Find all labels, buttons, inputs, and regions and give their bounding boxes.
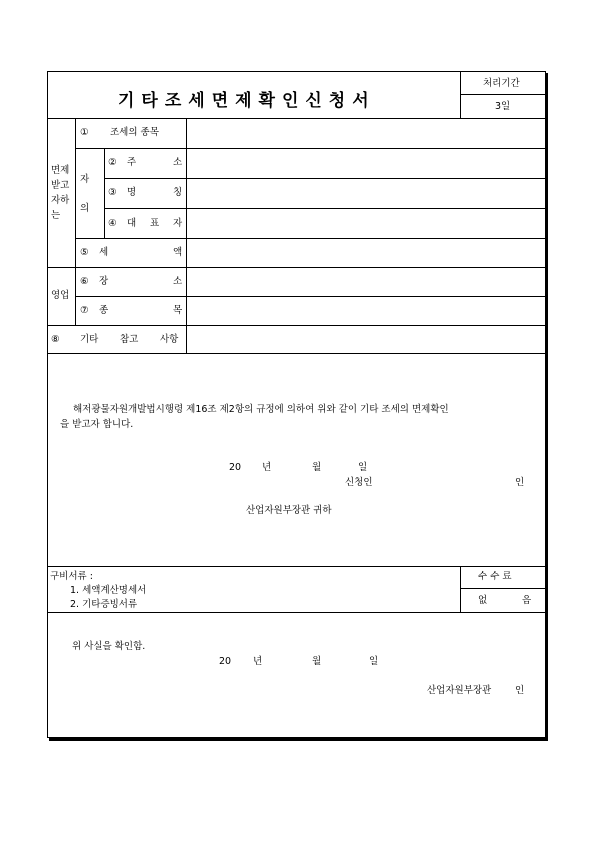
side-label-exempt-1: 면제: [51, 165, 70, 176]
item4-field[interactable]: [187, 209, 545, 238]
statement-line2: 을 받고자 합니다.: [60, 419, 134, 430]
item5-label-a: 세: [99, 247, 109, 258]
date-year: 20: [229, 462, 242, 473]
col-line: [460, 566, 461, 612]
fee-value-b: 음: [522, 595, 532, 606]
item6-num: ⑥: [80, 276, 89, 287]
confirm-signer: 산업자원부장관: [427, 685, 492, 696]
item3-field[interactable]: [187, 179, 545, 208]
confirm-seal: 인: [515, 685, 525, 696]
row-line: [48, 353, 545, 354]
item2-label-a: 주: [127, 157, 137, 168]
item7-field[interactable]: [187, 297, 545, 325]
date-day-unit: 일: [358, 462, 368, 473]
statement-line1: 해저광물자원개발법시행령 제16조 제2항의 규정에 의하여 위와 같이 기타 조세의 면제확인: [73, 404, 449, 415]
item2-num: ②: [108, 157, 117, 168]
row-line: [48, 566, 545, 567]
item1-num: ①: [80, 127, 89, 138]
docs-item2: 2. 기타증빙서류: [70, 599, 138, 610]
frame-shadow-bottom: [49, 738, 548, 741]
confirm-date-month-unit: 월: [312, 656, 322, 667]
item8-label-a: 기타: [80, 334, 99, 345]
item4-label-c: 자: [173, 218, 183, 229]
confirm-text: 위 사실을 확인함.: [72, 641, 146, 652]
processing-divider: [460, 94, 545, 95]
title-divider: [460, 72, 461, 118]
docs-heading: 구비서류 :: [50, 571, 93, 582]
item2-field[interactable]: [187, 149, 545, 178]
row-line: [48, 612, 545, 613]
fee-line: [460, 588, 545, 589]
item8-label-c: 사항: [160, 334, 179, 345]
docs-item1: 1. 세액계산명세서: [70, 585, 147, 596]
confirm-date-year: 20: [219, 656, 232, 667]
applicant-seal: 인: [515, 477, 525, 488]
item7-label-a: 종: [99, 305, 109, 316]
processing-label: 처리기간: [483, 78, 520, 89]
applicant-label: 신청인: [345, 477, 373, 488]
frame-shadow-right: [546, 73, 548, 740]
item6-field[interactable]: [187, 268, 545, 296]
item6-label-b: 소: [173, 276, 183, 287]
confirm-date-day-unit: 일: [369, 656, 379, 667]
form-title: 기타조세면제확인신청서: [118, 91, 376, 111]
item3-label-a: 명: [127, 187, 137, 198]
side-label-person-2: 의: [80, 203, 90, 214]
side-label-exempt-2: 받고: [51, 180, 70, 191]
fee-value-a: 없: [478, 595, 488, 606]
confirm-date-year-unit: 년: [253, 656, 263, 667]
item6-label-a: 장: [99, 276, 109, 287]
item8-num: ⑧: [51, 334, 60, 345]
processing-value: 3일: [495, 101, 511, 112]
item5-num: ⑤: [80, 247, 89, 258]
col-line: [75, 118, 76, 325]
side-label-exempt-4: 는: [51, 210, 61, 221]
side-label-exempt-3: 자하: [51, 195, 70, 206]
item4-label-a: 대: [127, 218, 137, 229]
side-label-business: 영업: [51, 290, 70, 301]
item8-field[interactable]: [187, 326, 545, 353]
item8-label-b: 참고: [120, 334, 139, 345]
item5-field[interactable]: [187, 239, 545, 267]
item1-field[interactable]: [187, 119, 545, 148]
col-line: [104, 148, 105, 238]
addressee: 산업자원부장관 귀하: [246, 505, 332, 516]
item2-label-b: 소: [173, 157, 183, 168]
item4-num: ④: [108, 218, 117, 229]
item4-label-b: 표: [150, 218, 160, 229]
item3-num: ③: [108, 187, 117, 198]
item3-label-b: 칭: [173, 187, 183, 198]
item1-label: 조세의 종목: [110, 127, 159, 138]
fee-label: 수 수 료: [478, 571, 512, 582]
item5-label-b: 액: [173, 247, 183, 258]
item7-label-b: 목: [173, 305, 183, 316]
date-year-unit: 년: [262, 462, 272, 473]
date-month-unit: 월: [312, 462, 322, 473]
item7-num: ⑦: [80, 305, 89, 316]
side-label-person-1: 자: [80, 174, 90, 185]
